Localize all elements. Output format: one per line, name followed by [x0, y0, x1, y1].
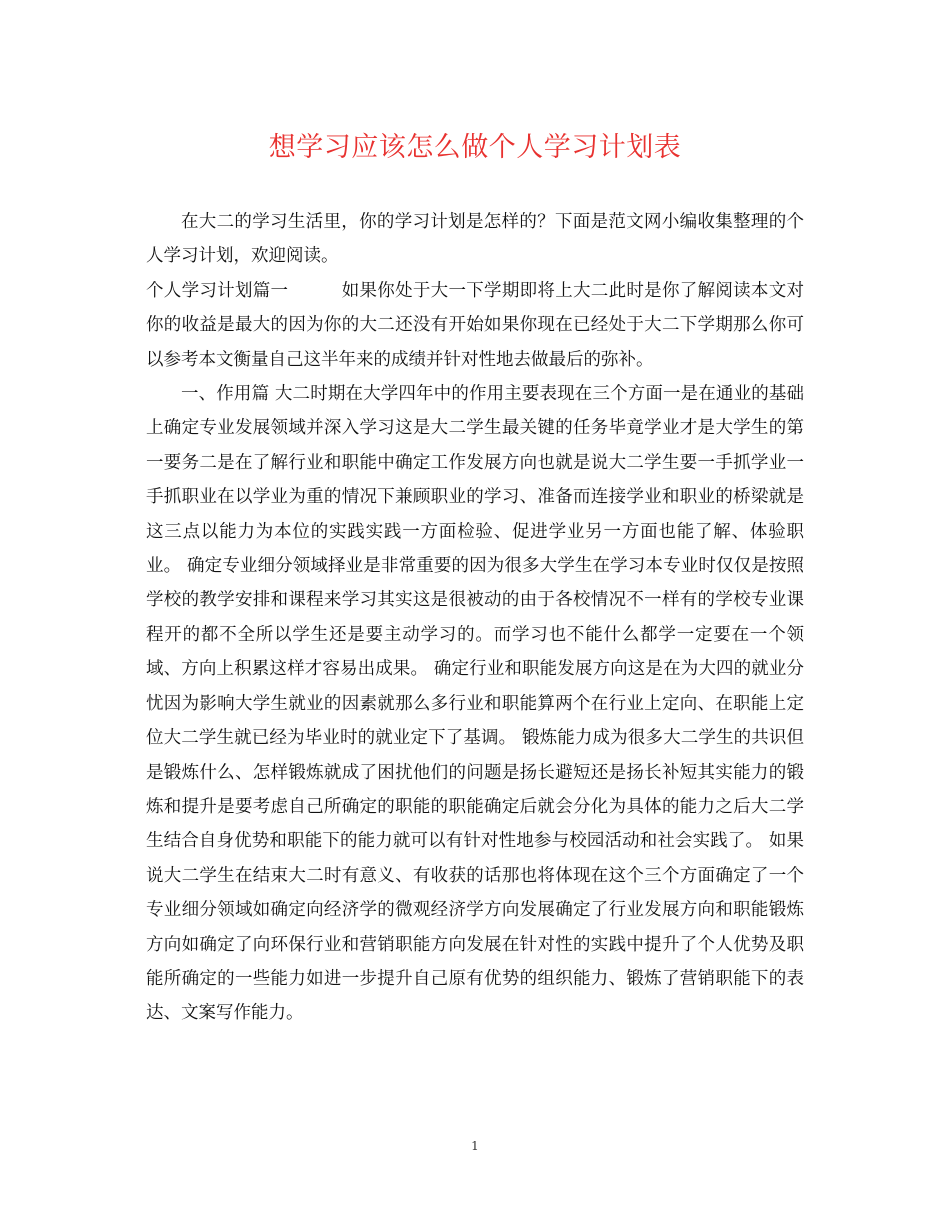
- document-title: 想学习应该怎么做个人学习计划表: [268, 132, 682, 163]
- intro-paragraph: 在大二的学习生活里，你的学习计划是怎样的？下面是范文网小编收集整理的个人学习计划，欢迎阅读。: [146, 212, 804, 267]
- plan-one-paragraph: 个人学习计划篇一 如果你处于大一下学期即将上大二此时是你了解阅读本文对你的收益是最大的因为你的大二还没有开始如果你现在已经处于大二下学期那么你可以参考本文衡量自己这半年来的成绩并针对性地去做最后的弥补。: [146, 280, 804, 370]
- role-section-paragraph: 一、作用篇 大二时期在大学四年中的作用主要表现在三个方面一是在通业的基础上确定专业发展领域并深入学习这是大二学生最关键的任务毕竟学业才是大学生的第一要务二是在了解行业和职能中确定工作发展方向也就是说大二学生要一手抓学业一手抓职业在以学业为重的情况下兼顾职业的学习、准备而连接学业和职业的桥梁就是这三点以能力为本位的实践实践一方面检验、促进学业另一方面也能了解、体验职业。 确定专业细分领域择业是非常重要的因为很多大学生在学习本专业时仅仅是按照学校的教学安排和课程来学习其实这是很被动的由于各校情况不一样有的学校专业课程开的都不全所以学生还是要主动学习的。而学习也不能什么都学一定要在一个领域、方向上积累这样才容易出成果。 确定行业和职能发展方向这是在为大四的就业分忧因为影响大学生就业的因素就那么多行业和职能算两个在行业上定向、在职能上定位大二学生就已经为毕业时的就业定下了基调。 锻炼能力成为很多大二学生的共识但是锻炼什么、怎样锻炼就成了困扰他们的问题是扬长避短还是扬长补短其实能力的锻炼和提升是要考虑自己所确定的职能的职能确定后就会分化为具体的能力之后大二学生结合自身优势和职能下的能力就可以有针对性地参与校园活动和社会实践了。 如果说大二学生在结束大二时有意义、有收获的话那也将体现在这个三个方面确定了一个专业细分领域如确定向经济学的微观经济学方向发展确定了行业发展方向和职能锻炼方向如确定了向环保行业和营销职能方向发展在针对性的实践中提升了个人优势及职能所确定的一些能力如进一步提升自己原有优势的组织能力、锻炼了营销职能下的表达、文案写作能力。: [146, 384, 804, 1024]
- document-body: [146, 205, 804, 1031]
- page-number: 1: [471, 1139, 479, 1153]
